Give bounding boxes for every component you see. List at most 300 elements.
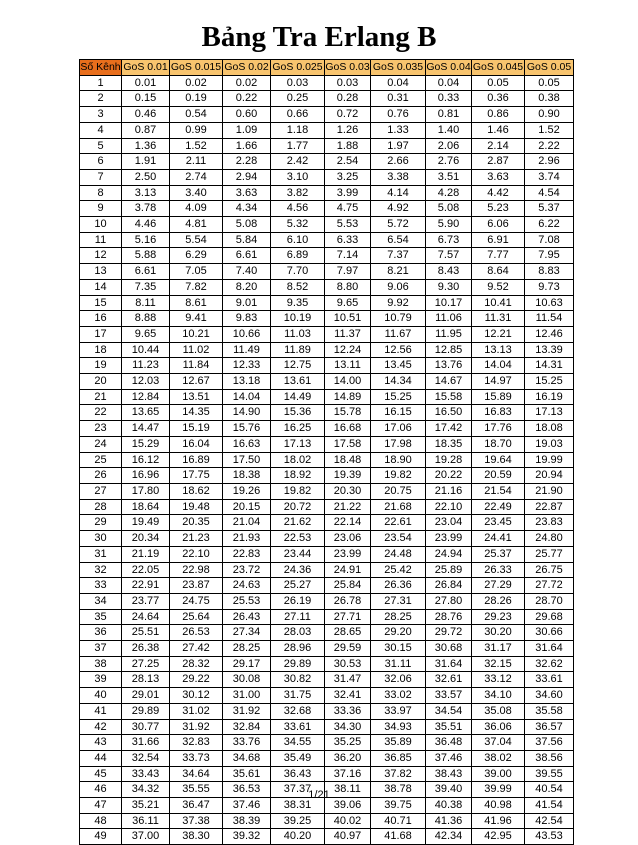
traffic-value-cell: 12.67 bbox=[170, 374, 223, 390]
traffic-value-cell: 24.94 bbox=[426, 546, 472, 562]
traffic-value-cell: 36.43 bbox=[271, 766, 325, 782]
traffic-value-cell: 1.77 bbox=[271, 138, 325, 154]
channel-count-cell: 41 bbox=[80, 703, 122, 719]
traffic-value-cell: 23.45 bbox=[472, 515, 525, 531]
traffic-value-cell: 28.96 bbox=[271, 641, 325, 657]
traffic-value-cell: 2.76 bbox=[426, 154, 472, 170]
traffic-value-cell: 3.51 bbox=[426, 169, 472, 185]
traffic-value-cell: 0.72 bbox=[325, 107, 371, 123]
traffic-value-cell: 40.38 bbox=[426, 798, 472, 814]
traffic-value-cell: 25.89 bbox=[426, 562, 472, 578]
traffic-value-cell: 21.19 bbox=[122, 546, 170, 562]
traffic-value-cell: 3.10 bbox=[271, 169, 325, 185]
traffic-value-cell: 5.84 bbox=[223, 232, 271, 248]
traffic-value-cell: 19.03 bbox=[525, 436, 574, 452]
traffic-value-cell: 27.11 bbox=[271, 609, 325, 625]
table-row bbox=[80, 185, 574, 201]
traffic-value-cell: 42.54 bbox=[525, 813, 574, 829]
traffic-value-cell: 19.82 bbox=[271, 483, 325, 499]
traffic-value-cell: 35.51 bbox=[426, 719, 472, 735]
traffic-value-cell: 35.58 bbox=[525, 703, 574, 719]
traffic-value-cell: 6.73 bbox=[426, 232, 472, 248]
traffic-value-cell: 6.54 bbox=[371, 232, 426, 248]
traffic-value-cell: 27.80 bbox=[426, 593, 472, 609]
traffic-value-cell: 33.73 bbox=[170, 750, 223, 766]
traffic-value-cell: 21.16 bbox=[426, 483, 472, 499]
traffic-value-cell: 14.97 bbox=[472, 374, 525, 390]
traffic-value-cell: 22.83 bbox=[223, 546, 271, 562]
traffic-value-cell: 0.99 bbox=[170, 122, 223, 138]
traffic-value-cell: 16.89 bbox=[170, 452, 223, 468]
table-row bbox=[80, 358, 574, 374]
traffic-value-cell: 13.13 bbox=[472, 342, 525, 358]
traffic-value-cell: 26.38 bbox=[122, 641, 170, 657]
traffic-value-cell: 16.63 bbox=[223, 436, 271, 452]
page-number: 1/21 bbox=[308, 789, 330, 801]
traffic-value-cell: 22.10 bbox=[426, 499, 472, 515]
traffic-value-cell: 36.57 bbox=[525, 719, 574, 735]
traffic-value-cell: 20.35 bbox=[170, 515, 223, 531]
channel-count-cell: 35 bbox=[80, 609, 122, 625]
traffic-value-cell: 18.70 bbox=[472, 436, 525, 452]
traffic-value-cell: 32.61 bbox=[426, 672, 472, 688]
traffic-value-cell: 10.51 bbox=[325, 311, 371, 327]
traffic-value-cell: 11.23 bbox=[122, 358, 170, 374]
traffic-value-cell: 30.77 bbox=[122, 719, 170, 735]
traffic-value-cell: 9.65 bbox=[325, 295, 371, 311]
table-row bbox=[80, 562, 574, 578]
traffic-value-cell: 6.61 bbox=[223, 248, 271, 264]
traffic-value-cell: 6.89 bbox=[271, 248, 325, 264]
table-row bbox=[80, 625, 574, 641]
traffic-value-cell: 35.49 bbox=[271, 750, 325, 766]
traffic-value-cell: 29.22 bbox=[170, 672, 223, 688]
traffic-value-cell: 12.33 bbox=[223, 358, 271, 374]
traffic-value-cell: 21.22 bbox=[325, 499, 371, 515]
traffic-value-cell: 19.48 bbox=[170, 499, 223, 515]
traffic-value-cell: 13.45 bbox=[371, 358, 426, 374]
traffic-value-cell: 7.14 bbox=[325, 248, 371, 264]
traffic-value-cell: 3.63 bbox=[223, 185, 271, 201]
traffic-value-cell: 9.01 bbox=[223, 295, 271, 311]
traffic-value-cell: 25.53 bbox=[223, 593, 271, 609]
table-row bbox=[80, 201, 574, 217]
channel-count-cell: 47 bbox=[80, 798, 122, 814]
traffic-value-cell: 1.33 bbox=[371, 122, 426, 138]
traffic-value-cell: 0.81 bbox=[426, 107, 472, 123]
traffic-value-cell: 14.34 bbox=[371, 374, 426, 390]
channel-count-cell: 42 bbox=[80, 719, 122, 735]
header-channels: Số Kênh bbox=[80, 60, 122, 76]
traffic-value-cell: 15.25 bbox=[371, 389, 426, 405]
traffic-value-cell: 31.92 bbox=[223, 703, 271, 719]
traffic-value-cell: 18.92 bbox=[271, 468, 325, 484]
traffic-value-cell: 11.49 bbox=[223, 342, 271, 358]
table-row bbox=[80, 217, 574, 233]
traffic-value-cell: 15.58 bbox=[426, 389, 472, 405]
traffic-value-cell: 0.04 bbox=[371, 75, 426, 91]
table-row bbox=[80, 719, 574, 735]
table-row bbox=[80, 468, 574, 484]
channel-count-cell: 15 bbox=[80, 295, 122, 311]
traffic-value-cell: 24.64 bbox=[122, 609, 170, 625]
traffic-value-cell: 31.47 bbox=[325, 672, 371, 688]
traffic-value-cell: 0.28 bbox=[325, 91, 371, 107]
channel-count-cell: 40 bbox=[80, 688, 122, 704]
traffic-value-cell: 13.76 bbox=[426, 358, 472, 374]
traffic-value-cell: 40.54 bbox=[525, 782, 574, 798]
traffic-value-cell: 11.37 bbox=[325, 326, 371, 342]
traffic-value-cell: 8.52 bbox=[271, 279, 325, 295]
traffic-value-cell: 7.82 bbox=[170, 279, 223, 295]
traffic-value-cell: 10.44 bbox=[122, 342, 170, 358]
channel-count-cell: 6 bbox=[80, 154, 122, 170]
channel-count-cell: 18 bbox=[80, 342, 122, 358]
traffic-value-cell: 27.72 bbox=[525, 578, 574, 594]
traffic-value-cell: 27.42 bbox=[170, 641, 223, 657]
traffic-value-cell: 39.40 bbox=[426, 782, 472, 798]
table-row bbox=[80, 656, 574, 672]
table-row bbox=[80, 531, 574, 547]
traffic-value-cell: 5.53 bbox=[325, 217, 371, 233]
traffic-value-cell: 39.25 bbox=[271, 813, 325, 829]
traffic-value-cell: 0.19 bbox=[170, 91, 223, 107]
channel-count-cell: 11 bbox=[80, 232, 122, 248]
traffic-value-cell: 29.89 bbox=[122, 703, 170, 719]
traffic-value-cell: 1.26 bbox=[325, 122, 371, 138]
traffic-value-cell: 10.41 bbox=[472, 295, 525, 311]
traffic-value-cell: 1.66 bbox=[223, 138, 271, 154]
traffic-value-cell: 22.49 bbox=[472, 499, 525, 515]
traffic-value-cell: 40.20 bbox=[271, 829, 325, 845]
traffic-value-cell: 9.92 bbox=[371, 295, 426, 311]
traffic-value-cell: 34.55 bbox=[271, 735, 325, 751]
traffic-value-cell: 18.38 bbox=[223, 468, 271, 484]
channel-count-cell: 29 bbox=[80, 515, 122, 531]
traffic-value-cell: 17.06 bbox=[371, 421, 426, 437]
traffic-value-cell: 8.11 bbox=[122, 295, 170, 311]
traffic-value-cell: 10.66 bbox=[223, 326, 271, 342]
traffic-value-cell: 3.40 bbox=[170, 185, 223, 201]
traffic-value-cell: 30.66 bbox=[525, 625, 574, 641]
traffic-value-cell: 0.03 bbox=[325, 75, 371, 91]
traffic-value-cell: 6.61 bbox=[122, 264, 170, 280]
traffic-value-cell: 16.15 bbox=[371, 405, 426, 421]
table-row bbox=[80, 735, 574, 751]
traffic-value-cell: 12.24 bbox=[325, 342, 371, 358]
traffic-value-cell: 14.90 bbox=[223, 405, 271, 421]
traffic-value-cell: 8.20 bbox=[223, 279, 271, 295]
traffic-value-cell: 8.43 bbox=[426, 264, 472, 280]
traffic-value-cell: 1.52 bbox=[525, 122, 574, 138]
traffic-value-cell: 5.32 bbox=[271, 217, 325, 233]
traffic-value-cell: 25.77 bbox=[525, 546, 574, 562]
table-row bbox=[80, 154, 574, 170]
table-row bbox=[80, 593, 574, 609]
traffic-value-cell: 0.02 bbox=[170, 75, 223, 91]
traffic-value-cell: 35.25 bbox=[325, 735, 371, 751]
traffic-value-cell: 20.34 bbox=[122, 531, 170, 547]
traffic-value-cell: 6.29 bbox=[170, 248, 223, 264]
traffic-value-cell: 13.61 bbox=[271, 374, 325, 390]
traffic-value-cell: 23.87 bbox=[170, 578, 223, 594]
traffic-value-cell: 13.51 bbox=[170, 389, 223, 405]
traffic-value-cell: 11.54 bbox=[525, 311, 574, 327]
traffic-value-cell: 37.38 bbox=[170, 813, 223, 829]
traffic-value-cell: 23.54 bbox=[371, 531, 426, 547]
traffic-value-cell: 15.76 bbox=[223, 421, 271, 437]
traffic-value-cell: 12.03 bbox=[122, 374, 170, 390]
traffic-value-cell: 11.02 bbox=[170, 342, 223, 358]
traffic-value-cell: 33.57 bbox=[426, 688, 472, 704]
traffic-value-cell: 0.54 bbox=[170, 107, 223, 123]
traffic-value-cell: 33.02 bbox=[371, 688, 426, 704]
traffic-value-cell: 7.35 bbox=[122, 279, 170, 295]
table-row bbox=[80, 703, 574, 719]
traffic-value-cell: 28.25 bbox=[371, 609, 426, 625]
traffic-value-cell: 15.78 bbox=[325, 405, 371, 421]
channel-count-cell: 2 bbox=[80, 91, 122, 107]
traffic-value-cell: 9.65 bbox=[122, 326, 170, 342]
header-row bbox=[80, 60, 574, 76]
traffic-value-cell: 34.60 bbox=[525, 688, 574, 704]
traffic-value-cell: 4.56 bbox=[271, 201, 325, 217]
traffic-value-cell: 4.28 bbox=[426, 185, 472, 201]
channel-count-cell: 14 bbox=[80, 279, 122, 295]
header-gos: GoS 0.05 bbox=[525, 60, 574, 76]
traffic-value-cell: 4.54 bbox=[525, 185, 574, 201]
traffic-value-cell: 1.18 bbox=[271, 122, 325, 138]
traffic-value-cell: 27.29 bbox=[472, 578, 525, 594]
traffic-value-cell: 0.46 bbox=[122, 107, 170, 123]
channel-count-cell: 39 bbox=[80, 672, 122, 688]
traffic-value-cell: 22.98 bbox=[170, 562, 223, 578]
traffic-value-cell: 22.87 bbox=[525, 499, 574, 515]
traffic-value-cell: 21.23 bbox=[170, 531, 223, 547]
traffic-value-cell: 27.25 bbox=[122, 656, 170, 672]
traffic-value-cell: 8.64 bbox=[472, 264, 525, 280]
traffic-value-cell: 11.84 bbox=[170, 358, 223, 374]
traffic-value-cell: 14.31 bbox=[525, 358, 574, 374]
table-row bbox=[80, 578, 574, 594]
traffic-value-cell: 2.66 bbox=[371, 154, 426, 170]
traffic-value-cell: 0.66 bbox=[271, 107, 325, 123]
traffic-value-cell: 39.00 bbox=[472, 766, 525, 782]
traffic-value-cell: 22.10 bbox=[170, 546, 223, 562]
table-row bbox=[80, 829, 574, 845]
traffic-value-cell: 7.70 bbox=[271, 264, 325, 280]
traffic-value-cell: 26.84 bbox=[426, 578, 472, 594]
traffic-value-cell: 9.06 bbox=[371, 279, 426, 295]
traffic-value-cell: 33.76 bbox=[223, 735, 271, 751]
traffic-value-cell: 6.33 bbox=[325, 232, 371, 248]
traffic-value-cell: 30.15 bbox=[371, 641, 426, 657]
traffic-value-cell: 16.50 bbox=[426, 405, 472, 421]
traffic-value-cell: 40.98 bbox=[472, 798, 525, 814]
traffic-value-cell: 17.42 bbox=[426, 421, 472, 437]
traffic-value-cell: 9.30 bbox=[426, 279, 472, 295]
traffic-value-cell: 15.89 bbox=[472, 389, 525, 405]
traffic-value-cell: 12.56 bbox=[371, 342, 426, 358]
traffic-value-cell: 34.68 bbox=[223, 750, 271, 766]
traffic-value-cell: 23.06 bbox=[325, 531, 371, 547]
traffic-value-cell: 31.92 bbox=[170, 719, 223, 735]
traffic-value-cell: 21.04 bbox=[223, 515, 271, 531]
traffic-value-cell: 36.47 bbox=[170, 798, 223, 814]
traffic-value-cell: 18.90 bbox=[371, 452, 426, 468]
table-row bbox=[80, 138, 574, 154]
channel-count-cell: 19 bbox=[80, 358, 122, 374]
traffic-value-cell: 29.23 bbox=[472, 609, 525, 625]
traffic-value-cell: 42.95 bbox=[472, 829, 525, 845]
traffic-value-cell: 32.06 bbox=[371, 672, 426, 688]
traffic-value-cell: 3.63 bbox=[472, 169, 525, 185]
channel-count-cell: 25 bbox=[80, 452, 122, 468]
traffic-value-cell: 28.25 bbox=[223, 641, 271, 657]
traffic-value-cell: 10.63 bbox=[525, 295, 574, 311]
traffic-value-cell: 5.54 bbox=[170, 232, 223, 248]
traffic-value-cell: 14.49 bbox=[271, 389, 325, 405]
traffic-value-cell: 35.55 bbox=[170, 782, 223, 798]
traffic-value-cell: 2.28 bbox=[223, 154, 271, 170]
traffic-value-cell: 34.93 bbox=[371, 719, 426, 735]
table-row bbox=[80, 452, 574, 468]
channel-count-cell: 8 bbox=[80, 185, 122, 201]
traffic-value-cell: 17.75 bbox=[170, 468, 223, 484]
traffic-value-cell: 15.19 bbox=[170, 421, 223, 437]
traffic-value-cell: 41.68 bbox=[371, 829, 426, 845]
table-row bbox=[80, 546, 574, 562]
traffic-value-cell: 10.21 bbox=[170, 326, 223, 342]
table-row bbox=[80, 91, 574, 107]
traffic-value-cell: 7.05 bbox=[170, 264, 223, 280]
traffic-value-cell: 19.26 bbox=[223, 483, 271, 499]
channel-count-cell: 38 bbox=[80, 656, 122, 672]
traffic-value-cell: 4.92 bbox=[371, 201, 426, 217]
table-row bbox=[80, 342, 574, 358]
traffic-value-cell: 2.54 bbox=[325, 154, 371, 170]
traffic-value-cell: 17.80 bbox=[122, 483, 170, 499]
traffic-value-cell: 7.95 bbox=[525, 248, 574, 264]
traffic-value-cell: 8.88 bbox=[122, 311, 170, 327]
traffic-value-cell: 33.36 bbox=[325, 703, 371, 719]
traffic-value-cell: 9.73 bbox=[525, 279, 574, 295]
traffic-value-cell: 8.21 bbox=[371, 264, 426, 280]
channel-count-cell: 49 bbox=[80, 829, 122, 845]
traffic-value-cell: 1.91 bbox=[122, 154, 170, 170]
traffic-value-cell: 5.37 bbox=[525, 201, 574, 217]
traffic-value-cell: 24.41 bbox=[472, 531, 525, 547]
table-row bbox=[80, 264, 574, 280]
traffic-value-cell: 20.72 bbox=[271, 499, 325, 515]
traffic-value-cell: 14.35 bbox=[170, 405, 223, 421]
traffic-value-cell: 37.56 bbox=[525, 735, 574, 751]
traffic-value-cell: 21.90 bbox=[525, 483, 574, 499]
traffic-value-cell: 2.42 bbox=[271, 154, 325, 170]
header-gos: GoS 0.035 bbox=[371, 60, 426, 76]
traffic-value-cell: 25.27 bbox=[271, 578, 325, 594]
traffic-value-cell: 38.39 bbox=[223, 813, 271, 829]
traffic-value-cell: 5.08 bbox=[223, 217, 271, 233]
channel-count-cell: 36 bbox=[80, 625, 122, 641]
traffic-value-cell: 40.97 bbox=[325, 829, 371, 845]
traffic-value-cell: 28.26 bbox=[472, 593, 525, 609]
channel-count-cell: 22 bbox=[80, 405, 122, 421]
traffic-value-cell: 29.20 bbox=[371, 625, 426, 641]
table-row bbox=[80, 515, 574, 531]
traffic-value-cell: 23.83 bbox=[525, 515, 574, 531]
traffic-value-cell: 9.83 bbox=[223, 311, 271, 327]
traffic-value-cell: 28.70 bbox=[525, 593, 574, 609]
traffic-value-cell: 29.72 bbox=[426, 625, 472, 641]
traffic-value-cell: 0.76 bbox=[371, 107, 426, 123]
traffic-value-cell: 25.84 bbox=[325, 578, 371, 594]
table-row bbox=[80, 766, 574, 782]
traffic-value-cell: 26.75 bbox=[525, 562, 574, 578]
traffic-value-cell: 15.29 bbox=[122, 436, 170, 452]
traffic-value-cell: 0.33 bbox=[426, 91, 472, 107]
table-row bbox=[80, 122, 574, 138]
traffic-value-cell: 41.96 bbox=[472, 813, 525, 829]
traffic-value-cell: 31.00 bbox=[223, 688, 271, 704]
traffic-value-cell: 26.53 bbox=[170, 625, 223, 641]
traffic-value-cell: 34.64 bbox=[170, 766, 223, 782]
traffic-value-cell: 20.30 bbox=[325, 483, 371, 499]
traffic-value-cell: 33.12 bbox=[472, 672, 525, 688]
channel-count-cell: 1 bbox=[80, 75, 122, 91]
channel-count-cell: 23 bbox=[80, 421, 122, 437]
traffic-value-cell: 33.97 bbox=[371, 703, 426, 719]
traffic-value-cell: 26.43 bbox=[223, 609, 271, 625]
traffic-value-cell: 1.40 bbox=[426, 122, 472, 138]
traffic-value-cell: 21.54 bbox=[472, 483, 525, 499]
traffic-value-cell: 0.05 bbox=[472, 75, 525, 91]
traffic-value-cell: 36.48 bbox=[426, 735, 472, 751]
traffic-value-cell: 17.13 bbox=[525, 405, 574, 421]
traffic-value-cell: 20.75 bbox=[371, 483, 426, 499]
header-gos: GoS 0.02 bbox=[223, 60, 271, 76]
traffic-value-cell: 0.01 bbox=[122, 75, 170, 91]
traffic-value-cell: 5.23 bbox=[472, 201, 525, 217]
traffic-value-cell: 29.89 bbox=[271, 656, 325, 672]
channel-count-cell: 27 bbox=[80, 483, 122, 499]
traffic-value-cell: 19.28 bbox=[426, 452, 472, 468]
traffic-value-cell: 11.95 bbox=[426, 326, 472, 342]
channel-count-cell: 33 bbox=[80, 578, 122, 594]
traffic-value-cell: 20.15 bbox=[223, 499, 271, 515]
traffic-value-cell: 24.63 bbox=[223, 578, 271, 594]
table-row bbox=[80, 499, 574, 515]
traffic-value-cell: 33.43 bbox=[122, 766, 170, 782]
traffic-value-cell: 5.72 bbox=[371, 217, 426, 233]
traffic-value-cell: 39.55 bbox=[525, 766, 574, 782]
traffic-value-cell: 28.76 bbox=[426, 609, 472, 625]
traffic-value-cell: 29.01 bbox=[122, 688, 170, 704]
traffic-value-cell: 2.06 bbox=[426, 138, 472, 154]
traffic-value-cell: 12.21 bbox=[472, 326, 525, 342]
traffic-value-cell: 31.02 bbox=[170, 703, 223, 719]
channel-count-cell: 21 bbox=[80, 389, 122, 405]
traffic-value-cell: 4.75 bbox=[325, 201, 371, 217]
traffic-value-cell: 2.22 bbox=[525, 138, 574, 154]
traffic-value-cell: 0.03 bbox=[271, 75, 325, 91]
traffic-value-cell: 0.31 bbox=[371, 91, 426, 107]
traffic-value-cell: 23.44 bbox=[271, 546, 325, 562]
traffic-value-cell: 17.98 bbox=[371, 436, 426, 452]
traffic-value-cell: 4.34 bbox=[223, 201, 271, 217]
traffic-value-cell: 23.99 bbox=[426, 531, 472, 547]
table-body bbox=[80, 75, 574, 844]
